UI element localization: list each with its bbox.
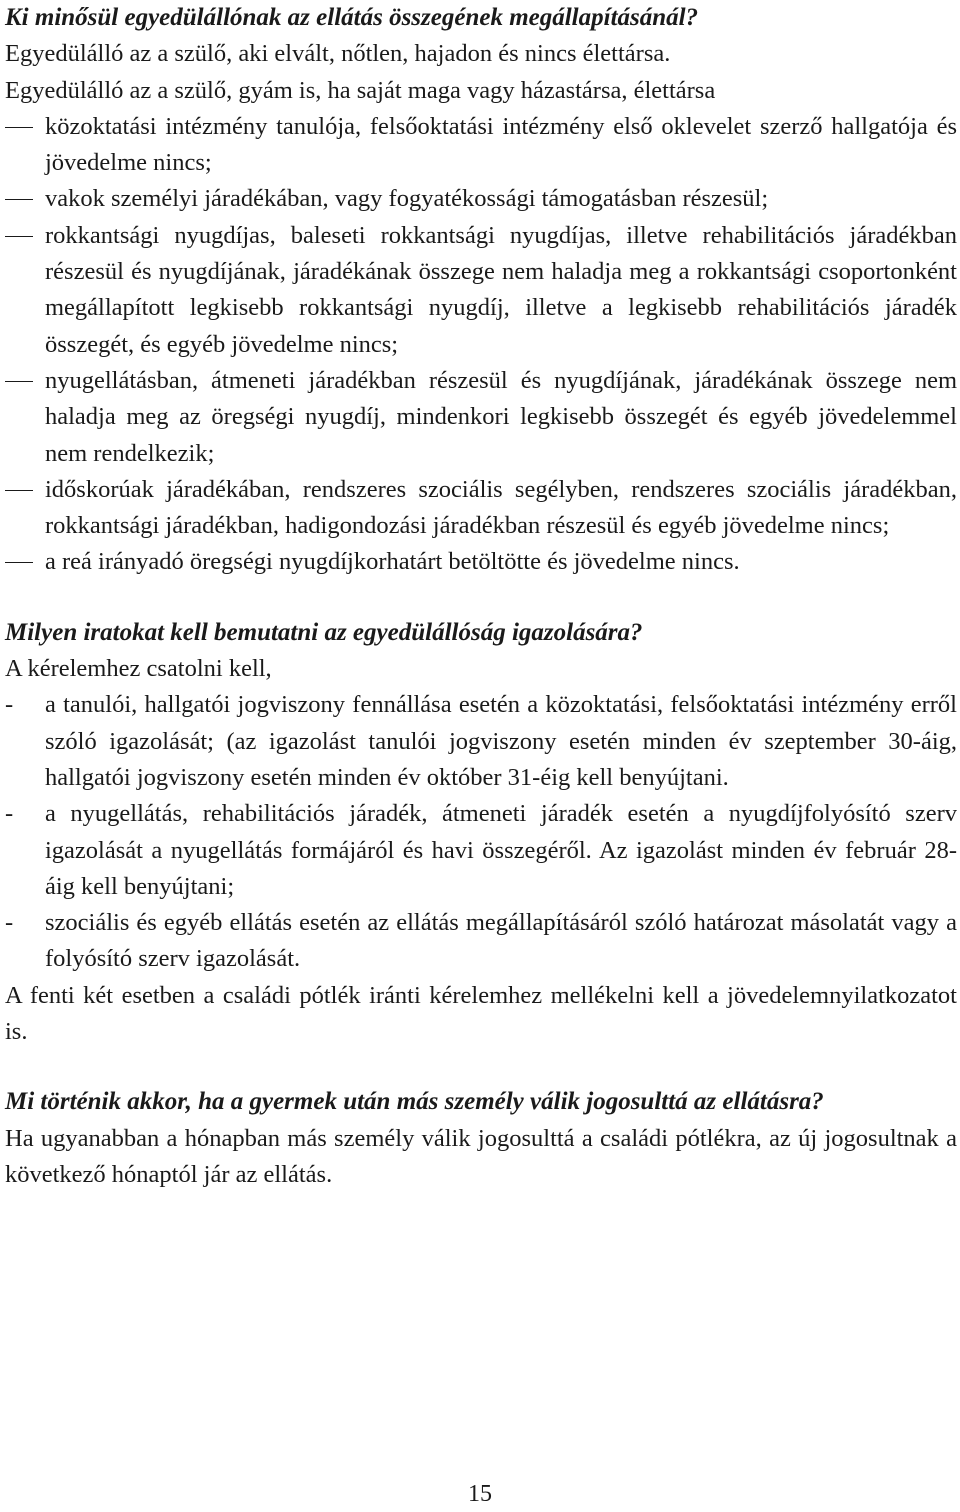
list-item-text: szociális és egyéb ellátás esetén az ellátás megállapításáról szóló határozat másolatát vagy a folyósító szerv igazolását. xyxy=(45,909,957,973)
list-item-text: a nyugellátás, rehabilitációs járadék, átmeneti járadék esetén a nyugdíjfolyósító szerv igazolását a nyugellátás formájáról és havi összegéről. Az igazolást minden év február 28-áig kell benyújtani; xyxy=(45,800,957,900)
list-item xyxy=(5,181,957,217)
list-item-text: a reá irányadó öregségi nyugdíjkorhatárt betöltötte és jövedelme nincs. xyxy=(45,548,740,576)
document-body xyxy=(5,0,957,1193)
dash-bullet-icon xyxy=(5,199,33,200)
dash-bullet-icon xyxy=(5,562,33,563)
list-item xyxy=(5,472,957,545)
paragraph-intro: A kérelemhez csatolni kell, xyxy=(5,655,272,683)
list-item-text: közoktatási intézmény tanulója, felsőoktatási intézmény első oklevelet szerző hallgatója és jövedelme nincs; xyxy=(45,112,957,177)
section-heading-documents: Milyen iratokat kell bemutatni az egyedülállóság igazolására? xyxy=(5,618,643,646)
page-number: 15 xyxy=(468,1481,492,1507)
paragraph-definition: Egyedülálló az a szülő, aki elvált, nőtlen, hajadon és nincs élettársa. xyxy=(5,40,671,68)
list-item xyxy=(5,687,957,796)
list-item xyxy=(5,544,957,580)
document-list xyxy=(5,687,957,977)
paragraph-closing: A fenti két esetben a családi pótlék iránti kérelemhez mellékelni kell a jövedelemnyilatkozatot is. xyxy=(5,981,957,1046)
paragraph-definition-extended: Egyedülálló az a szülő, gyám is, ha saját maga vagy házastársa, élettársa xyxy=(5,76,716,104)
list-item xyxy=(5,218,957,363)
dash-bullet-icon xyxy=(5,127,33,128)
dash-bullet-icon xyxy=(5,490,33,491)
list-item-text: időskorúak járadékában, rendszeres szociális segélyben, rendszeres szociális járadékban, rokkantsági járadékban, hadigondozási járadékban részesül és egyéb jövedelme nincs; xyxy=(45,475,957,540)
list-item-text: vakok személyi járadékában, vagy fogyatékossági támogatásban részesül; xyxy=(45,185,769,213)
list-item xyxy=(5,109,957,182)
section-heading-single-parent: Ki minősül egyedülállónak az ellátás összegének megállapításánál? xyxy=(5,4,699,31)
section-spacer xyxy=(5,581,957,615)
list-item-text: nyugellátásban, átmeneti járadékban részesül és nyugdíjának, járadékának összege nem haladja meg az öregségi nyugdíj, mindenkori legkisebb összegét és egyéb jövedelemmel nem rendelkezik; xyxy=(45,366,957,467)
section-heading-eligibility-change: Mi történik akkor, ha a gyermek után más személy válik jogosulttá az ellátásra? xyxy=(5,1088,824,1116)
list-item xyxy=(5,363,957,472)
list-item xyxy=(5,796,957,905)
paragraph-eligibility-change: Ha ugyanabban a hónapban más személy válik jogosulttá a családi pótlékra, az új jogosultnak a következő hónaptól jár az ellátás. xyxy=(5,1124,957,1188)
hyphen-bullet: - xyxy=(5,691,14,719)
dash-bullet-icon xyxy=(5,236,33,237)
hyphen-bullet: - xyxy=(5,909,14,937)
list-item-text: a tanulói, hallgatói jogviszony fennállása esetén a közoktatási, felsőoktatási intézmény erről szóló igazolását; (az igazolást tanulói jogviszony esetén minden év szeptember 30-áig, hallgatói jogviszony esetén minden év október 31-éig kell benyújtani. xyxy=(45,691,957,791)
section-spacer xyxy=(5,1050,957,1084)
condition-list xyxy=(5,109,957,581)
list-item xyxy=(5,905,957,978)
dash-bullet-icon xyxy=(5,381,33,382)
list-item-text: rokkantsági nyugdíjas, baleseti rokkantsági nyugdíjas, illetve rehabilitációs járadékban részesül és nyugdíjának, járadékának összege nem haladja meg a rokkantsági csoportonként megállapított legkisebb rokkantsági nyugdíj, illetve a legkisebb rehabilitációs járadék összegét, és egyéb jövedelme nincs; xyxy=(45,221,957,358)
hyphen-bullet: - xyxy=(5,800,14,828)
